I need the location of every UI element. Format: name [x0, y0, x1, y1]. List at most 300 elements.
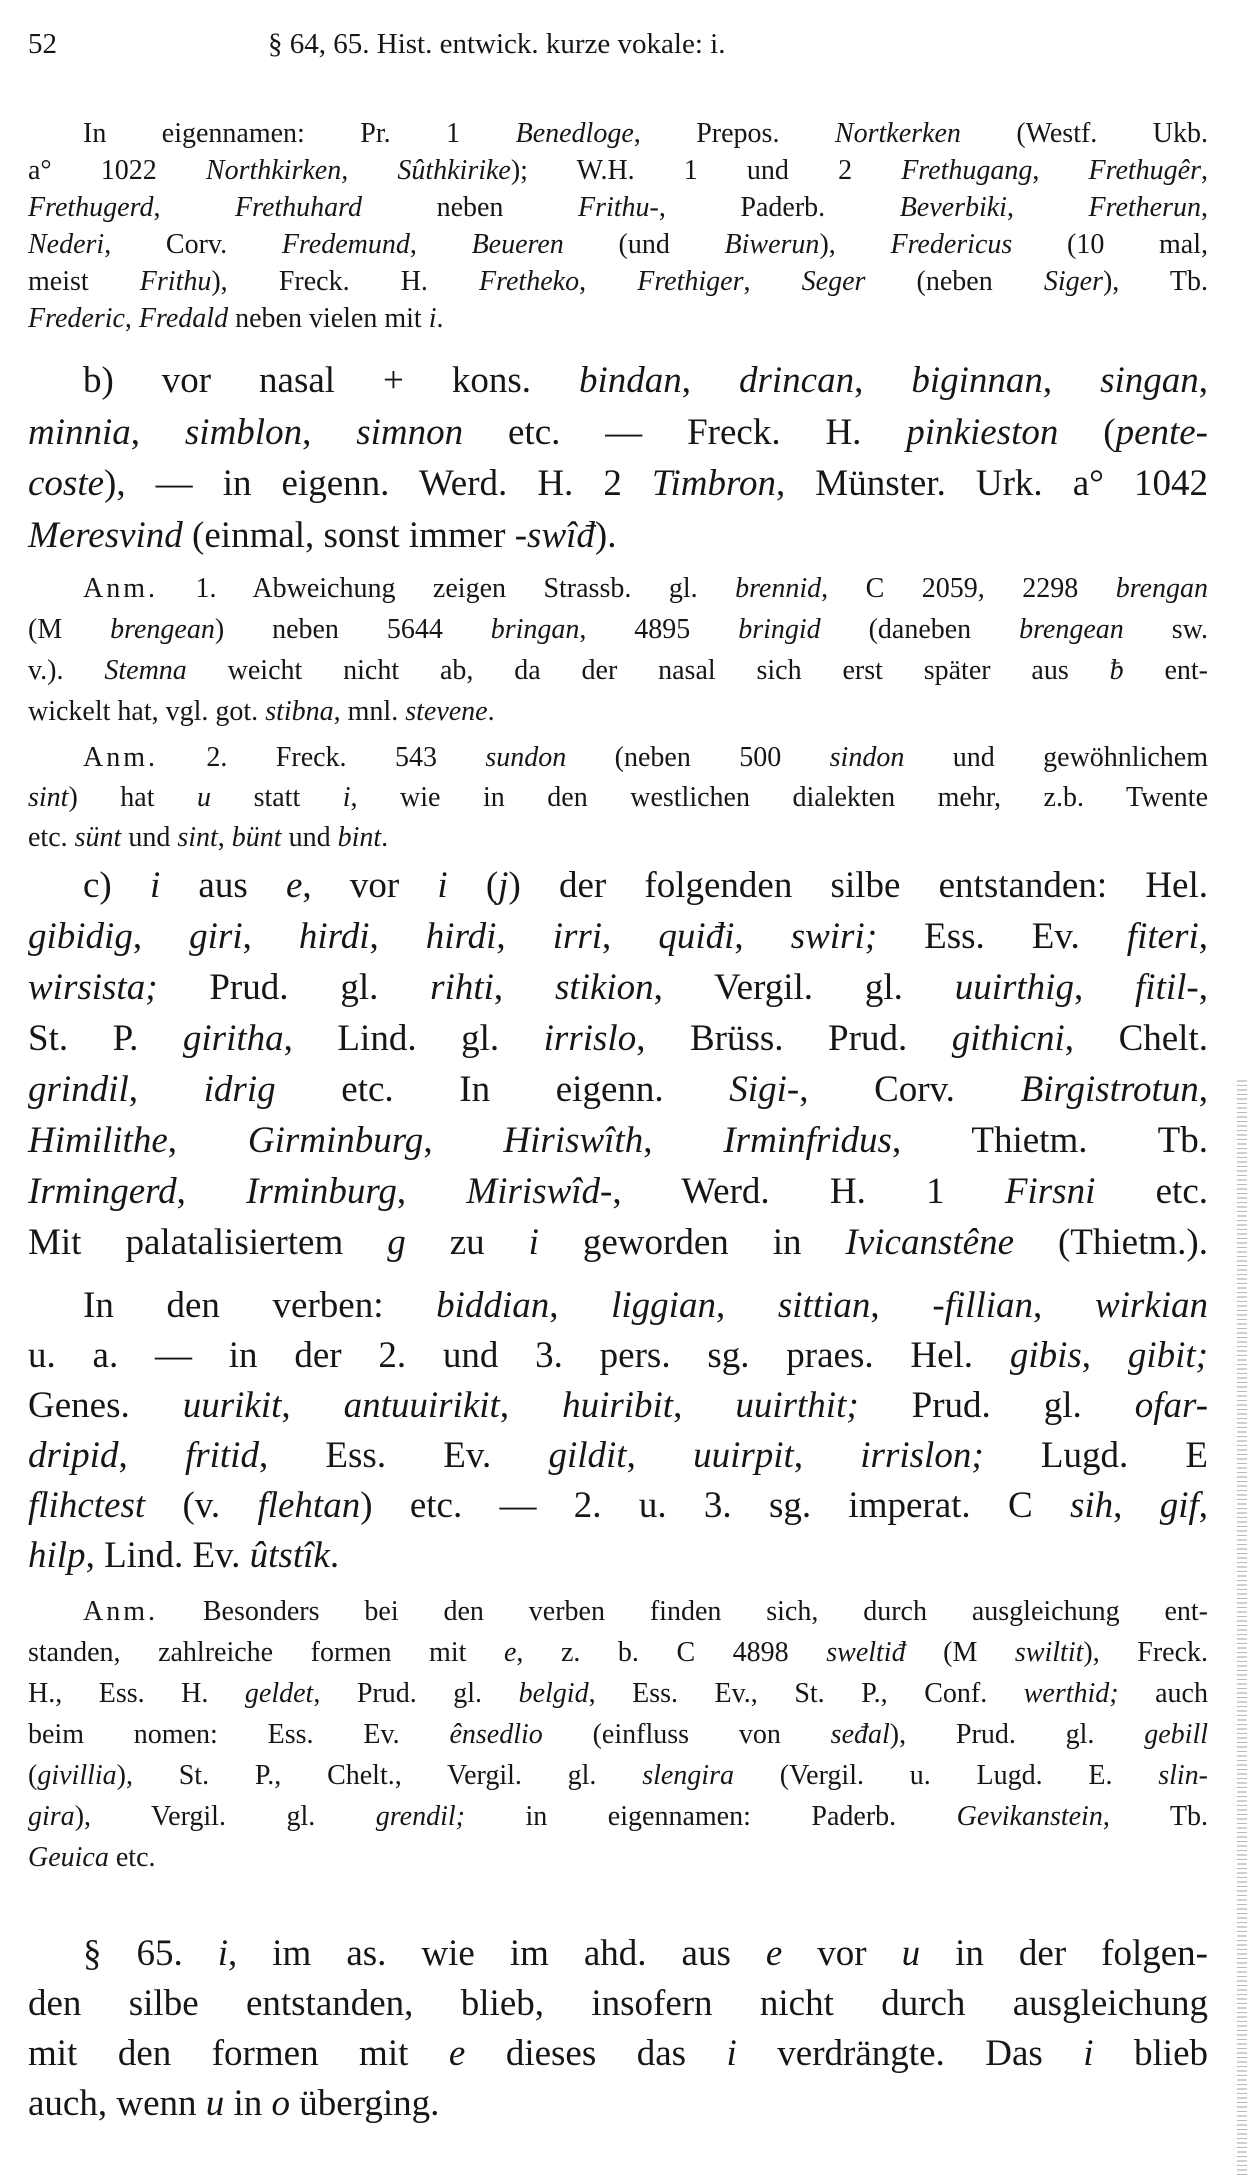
italic-word: ûtstîk	[249, 1535, 330, 1576]
italic-word: pente-	[1115, 411, 1209, 453]
text-run: ),	[819, 229, 891, 260]
text-run: , Thietm. Tb.	[891, 1120, 1209, 1161]
text-run: (	[1058, 411, 1116, 453]
italic-word: Fretheko	[479, 266, 580, 297]
italic-word: i	[342, 782, 351, 813]
text-run: , im as. wie im ahd. aus	[228, 1933, 766, 1974]
text-run: beim nomen: Ess. Ev.	[28, 1719, 450, 1750]
italic-word: rihti	[430, 967, 494, 1008]
text-run: dieses das	[465, 2033, 727, 2074]
italic-word: g	[387, 1222, 406, 1263]
text-line	[28, 189, 1208, 226]
italic-word: irrislo	[543, 1018, 637, 1059]
note-anm-1	[28, 568, 1208, 732]
note-anm-2	[28, 738, 1208, 858]
text-line	[28, 1013, 1208, 1064]
text-run: , Vergil. gl.	[653, 967, 955, 1008]
text-run: , wie in den westlichen dialekten mehr, z.b. Twente	[350, 782, 1208, 813]
italic-word: irrislon;	[860, 1435, 984, 1476]
text-run: ,	[1006, 192, 1089, 223]
text-run: ), Prud. gl.	[889, 1719, 1145, 1750]
text-run: ) der folgenden silbe entstanden: Hel.	[508, 865, 1209, 906]
italic-word: i	[437, 865, 448, 906]
text-run: vor	[782, 1933, 902, 1974]
italic-word: bünt	[231, 822, 282, 853]
italic-word: Firsni	[1004, 1171, 1096, 1212]
italic-word: givillia	[37, 1760, 117, 1791]
text-line	[28, 1673, 1208, 1714]
italic-word: u	[197, 782, 212, 813]
italic-word: Girminburg	[247, 1120, 424, 1161]
italic-word: irri	[552, 916, 603, 957]
text-line	[28, 1331, 1208, 1381]
italic-word: j	[498, 865, 509, 906]
note-label: Anm.	[83, 573, 158, 604]
text-run: Prud. gl.	[157, 967, 431, 1008]
text-run: v.).	[28, 655, 105, 686]
text-run: ,	[496, 916, 553, 957]
italic-word: geldet	[244, 1678, 314, 1709]
italic-word: swiltit	[1014, 1637, 1084, 1668]
italic-word: gibit;	[1127, 1335, 1208, 1376]
text-run: Besonders bei den verben finden sich, durch ausgleichung ent-	[158, 1596, 1208, 1627]
text-line	[28, 609, 1208, 650]
text-run: geworden in	[538, 1222, 846, 1263]
text-run: ,	[743, 266, 802, 297]
text-run: ,	[1198, 916, 1208, 957]
italic-word: Sigi-	[729, 1069, 800, 1110]
text-run: ) hat	[68, 782, 198, 813]
italic-word: u	[901, 1933, 921, 1974]
text-run: verdrängte. Das	[736, 2033, 1084, 2074]
text-line	[28, 778, 1208, 818]
italic-word: simnon	[356, 411, 464, 453]
italic-word: Frederic	[28, 303, 125, 334]
text-run: standen, zahlreiche formen mit	[28, 1637, 504, 1668]
text-run: ,	[1198, 967, 1208, 1008]
text-line	[28, 2029, 1208, 2079]
italic-word: minnia	[28, 411, 131, 453]
text-run: Lugd. E	[983, 1435, 1209, 1476]
text-run: , Corv.	[799, 1069, 1021, 1110]
italic-word: giritha	[182, 1018, 284, 1059]
text-run: statt	[211, 782, 343, 813]
italic-word: sittian	[777, 1285, 871, 1326]
italic-word: gira	[28, 1801, 75, 1832]
text-run: (und	[563, 229, 725, 260]
text-run: , Werd. H. 1	[612, 1171, 1005, 1212]
italic-word: antuuirikit	[343, 1385, 500, 1426]
italic-word: ênsedlio	[449, 1719, 543, 1750]
page-number: 52	[28, 28, 57, 60]
text-run: ,	[1198, 1485, 1209, 1526]
italic-word: Nortkerken	[834, 118, 961, 149]
italic-word: Frethugerd	[28, 192, 154, 223]
text-line	[28, 818, 1208, 858]
text-line	[28, 911, 1208, 962]
text-line	[28, 1064, 1208, 1115]
text-run: etc.	[28, 822, 75, 853]
text-run: ent-	[1123, 655, 1208, 686]
italic-word: Himilithe	[28, 1120, 168, 1161]
italic-word: flihctest	[28, 1485, 146, 1526]
text-line	[28, 1431, 1208, 1481]
text-line	[28, 226, 1208, 263]
text-run: (M	[905, 1637, 1015, 1668]
text-run: , Prepos.	[633, 118, 835, 149]
text-run: ) etc. — 2. u. 3. sg. imperat. C	[360, 1485, 1070, 1526]
italic-word: belgid	[518, 1678, 589, 1709]
text-line	[28, 568, 1208, 609]
text-run: , Chelt.	[1064, 1018, 1208, 1059]
text-run: ,	[793, 1435, 861, 1476]
text-run: In den verben:	[83, 1285, 437, 1326]
italic-word: Nederi	[28, 229, 105, 260]
italic-word: e	[285, 865, 303, 906]
text-run: (einmal, sonst immer	[182, 514, 515, 556]
text-run: Ess. Ev.	[877, 916, 1127, 957]
text-run: ,	[1198, 360, 1209, 401]
text-line	[28, 1166, 1208, 1217]
text-run: ,	[167, 1120, 248, 1161]
text-run: ,	[302, 411, 357, 453]
text-line	[28, 962, 1208, 1013]
text-run: auch, wenn	[28, 2083, 206, 2124]
italic-word: werthid;	[1023, 1678, 1119, 1709]
text-run: ,	[1033, 1285, 1095, 1326]
text-run: (Westf. Ukb.	[960, 118, 1208, 149]
text-run: überging.	[290, 2083, 440, 2124]
text-line	[28, 1714, 1208, 1755]
italic-word: Fretherun	[1088, 192, 1202, 223]
italic-word: i	[1083, 2033, 1094, 2074]
text-run: ,	[499, 1385, 563, 1426]
text-run: , vor	[302, 865, 438, 906]
italic-word: singan	[1100, 360, 1199, 401]
text-run: ,	[854, 360, 912, 401]
italic-word: biginnan	[911, 360, 1043, 401]
italic-word: fritid	[184, 1435, 259, 1476]
italic-word: Beueren	[471, 229, 564, 260]
italic-word: stevene	[405, 696, 488, 727]
italic-word: Frethuhard	[235, 192, 363, 223]
italic-word: Fredericus	[890, 229, 1013, 260]
italic-word: Stemna	[104, 655, 187, 686]
italic-word: Meresvind	[28, 514, 183, 556]
italic-word: uuirpit	[693, 1435, 794, 1476]
italic-word: sindon	[829, 742, 905, 773]
italic-word: i	[217, 1933, 229, 1974]
text-run: H., Ess. H.	[28, 1678, 245, 1709]
text-line	[28, 1531, 1208, 1581]
italic-word: liggian	[611, 1285, 716, 1326]
paragraph-b-nasal	[28, 355, 1208, 561]
italic-word: -swîđ	[514, 514, 595, 556]
text-line	[28, 1632, 1208, 1673]
italic-word: brengean	[110, 614, 215, 645]
italic-word: Frethiger	[637, 266, 744, 297]
italic-word: bindan	[578, 360, 682, 401]
italic-word: githicni	[951, 1018, 1065, 1059]
italic-word: grendil;	[375, 1801, 465, 1832]
text-run: .	[436, 303, 444, 334]
text-line	[28, 1796, 1208, 1837]
text-run: ,	[242, 916, 299, 957]
italic-word: sih	[1069, 1485, 1114, 1526]
text-run: ,	[579, 266, 638, 297]
scan-edge-artifact	[1237, 1080, 1247, 2175]
italic-word: sundon	[485, 742, 567, 773]
italic-word: e	[765, 1933, 783, 1974]
text-run: den silbe entstanden, blieb, insofern nicht durch ausgleichung	[28, 1983, 1208, 2024]
text-run: neben	[362, 192, 578, 223]
italic-word: Frithu-	[577, 192, 659, 223]
text-run: ,	[1201, 155, 1209, 186]
italic-word: swiri;	[790, 916, 878, 957]
text-run: , Ess. Ev.	[258, 1435, 549, 1476]
text-run: ,	[1073, 967, 1136, 1008]
italic-word: e	[503, 1637, 517, 1668]
italic-word: Benedloge	[515, 118, 634, 149]
italic-word: gibis	[1009, 1335, 1082, 1376]
text-run: (daneben	[820, 614, 1020, 645]
italic-word: sint	[28, 782, 69, 813]
text-run: , Lind. Ev.	[85, 1535, 250, 1576]
text-line	[28, 263, 1208, 300]
italic-word: biddian	[436, 1285, 550, 1326]
text-run: , Corv.	[104, 229, 282, 260]
text-line	[28, 650, 1208, 691]
text-run: ,	[124, 303, 139, 334]
text-run: ,	[715, 1285, 778, 1326]
text-line	[28, 115, 1208, 152]
italic-word: e	[448, 2033, 466, 2074]
text-run: ,	[1032, 155, 1089, 186]
italic-word: grindil	[28, 1069, 129, 1110]
italic-word: Fredemund	[281, 229, 410, 260]
text-run: ), Freck.	[1083, 1637, 1209, 1668]
text-run: etc.	[1095, 1171, 1208, 1212]
section-65	[28, 1929, 1208, 2129]
italic-word: drincan	[738, 360, 855, 401]
text-run: und gewöhnlichem	[904, 742, 1208, 773]
text-run: , Tb.	[1102, 1801, 1208, 1832]
italic-word: stibna	[265, 696, 334, 727]
text-line	[28, 407, 1208, 459]
text-line	[28, 691, 1208, 732]
text-run: neben vielen mit	[228, 303, 429, 334]
text-line	[28, 1217, 1208, 1268]
italic-word: uurikit	[182, 1385, 282, 1426]
italic-word: Beverbiki	[899, 192, 1007, 223]
italic-word: sünt	[74, 822, 122, 853]
italic-word: bringan	[490, 614, 580, 645]
italic-word: i	[726, 2033, 737, 2074]
text-run: etc. In eigenn.	[275, 1069, 730, 1110]
italic-word: brennid	[735, 573, 822, 604]
italic-word: simblon	[184, 411, 303, 453]
text-run: , Brüss. Prud.	[636, 1018, 952, 1059]
text-run: ,	[870, 1285, 933, 1326]
text-line	[28, 152, 1208, 189]
text-run: ,	[602, 916, 659, 957]
text-run: In eigennamen: Pr. 1	[83, 118, 516, 149]
text-run: weicht nicht ab, da der nasal sich erst später aus	[186, 655, 1110, 686]
italic-word: i	[428, 303, 437, 334]
italic-word: Irminburg	[246, 1171, 397, 1212]
text-run: , 4895	[579, 614, 739, 645]
paragraph-proper-names	[28, 115, 1208, 337]
italic-word: wirkian	[1094, 1285, 1209, 1326]
text-run: ,	[217, 822, 232, 853]
text-run: ,	[1042, 360, 1101, 401]
note-label: Anm.	[83, 742, 158, 773]
text-run: § 65.	[83, 1933, 218, 1974]
text-run: ,	[626, 1435, 694, 1476]
text-run: , Ess. Ev., St. P., Conf.	[588, 1678, 1024, 1709]
italic-word: sweltiđ	[826, 1637, 906, 1668]
text-run: Prud. gl.	[858, 1385, 1135, 1426]
note-anm-3	[28, 1591, 1208, 1878]
text-run: ,	[153, 192, 235, 223]
text-run: ,	[118, 1435, 185, 1476]
text-run: , z. b. C 4898	[516, 1637, 827, 1668]
italic-word: Irminfridus	[723, 1120, 892, 1161]
italic-word: Seger	[801, 266, 866, 297]
italic-word: fiteri	[1126, 916, 1199, 957]
italic-word: i	[528, 1222, 539, 1263]
running-header	[28, 24, 1208, 64]
italic-word: hirdi	[298, 916, 370, 957]
text-run: sw.	[1123, 614, 1208, 645]
text-run: ,	[673, 1385, 736, 1426]
text-line	[28, 1837, 1208, 1878]
text-run: etc. — Freck. H.	[463, 411, 907, 453]
text-run: .	[381, 822, 389, 853]
text-run: Genes.	[28, 1385, 183, 1426]
text-run: ,	[643, 1120, 724, 1161]
italic-word: uuirthit;	[735, 1385, 859, 1426]
italic-word: Frethugêr	[1088, 155, 1202, 186]
text-line	[28, 1481, 1208, 1531]
text-run: etc.	[108, 1842, 156, 1873]
text-run: , Lind. gl.	[283, 1018, 544, 1059]
italic-word: coste	[28, 463, 105, 504]
text-run: a° 1022	[28, 155, 206, 186]
italic-word: bringid	[738, 614, 821, 645]
text-run: (Thietm.).	[1014, 1222, 1208, 1263]
italic-word: Frithu	[139, 266, 212, 297]
italic-word: hirdi	[425, 916, 497, 957]
text-run: ), Freck. H.	[211, 266, 480, 297]
text-line	[28, 1929, 1208, 1979]
text-run: St. P.	[28, 1018, 183, 1059]
text-run: blieb	[1093, 2033, 1208, 2074]
text-run: ,	[130, 411, 185, 453]
italic-word: Fredald	[138, 303, 229, 334]
text-run: meist	[28, 266, 140, 297]
text-line	[28, 1281, 1208, 1331]
text-line	[28, 1115, 1208, 1166]
italic-word: Northkirken, Sûthkirike	[205, 155, 511, 186]
italic-word: idrig	[203, 1069, 276, 1110]
text-run: 2. Freck. 543	[158, 742, 486, 773]
italic-word: Gevikanstein	[956, 1801, 1103, 1832]
text-run: , Prud. gl.	[313, 1678, 519, 1709]
text-run: ), Tb.	[1102, 266, 1209, 297]
text-run: ,	[281, 1385, 344, 1426]
text-line	[28, 1979, 1208, 2029]
italic-word: i	[149, 865, 161, 906]
italic-word: Biwerun	[724, 229, 820, 260]
text-line	[28, 1755, 1208, 1796]
text-run: (	[447, 865, 499, 906]
text-run: und	[281, 822, 338, 853]
text-run: ), — in eigenn. Werd. H. 2	[104, 463, 652, 504]
text-line	[28, 1591, 1208, 1632]
text-run: ,	[132, 916, 190, 957]
text-run: zu	[405, 1222, 529, 1263]
text-run: ,	[1113, 1485, 1160, 1526]
italic-word: fitil-	[1135, 967, 1199, 1008]
paragraph-verben	[28, 1281, 1208, 1581]
italic-word: slengira	[642, 1760, 734, 1791]
italic-word: gildit	[548, 1435, 627, 1476]
text-run: und	[121, 822, 178, 853]
text-run: c)	[83, 865, 150, 906]
text-run: ,	[1081, 1335, 1128, 1376]
text-run: ,	[549, 1285, 612, 1326]
italic-word: u	[205, 2083, 225, 2124]
text-run: ,	[1201, 192, 1209, 223]
italic-word: giri	[189, 916, 243, 957]
text-line	[28, 300, 1208, 337]
text-run: (M	[28, 614, 111, 645]
text-run: (10 mal,	[1012, 229, 1209, 260]
italic-word: Miriswîd-	[466, 1171, 613, 1212]
italic-word: Siger	[1043, 266, 1103, 297]
italic-word: sint	[177, 822, 218, 853]
text-run: ,	[176, 1171, 247, 1212]
italic-word: Ivicanstêne	[845, 1222, 1014, 1263]
italic-word: brengan	[1115, 573, 1208, 604]
italic-word: Timbron	[651, 463, 776, 504]
text-run: b) vor nasal + kons.	[83, 360, 579, 401]
italic-word: quiđi	[658, 916, 735, 957]
text-run: ,	[681, 360, 739, 401]
text-run: Mit palatalisiertem	[28, 1222, 388, 1263]
text-run: ,	[734, 916, 791, 957]
text-run: (	[28, 1760, 38, 1791]
text-run: ); W.H. 1 und 2	[510, 155, 902, 186]
text-run: , mnl.	[333, 696, 406, 727]
italic-word: seđal	[830, 1719, 890, 1750]
text-line	[28, 738, 1208, 778]
text-run: (v.	[145, 1485, 258, 1526]
italic-word: Hiriswîth	[503, 1120, 644, 1161]
text-run: (einfluss von	[542, 1719, 831, 1750]
italic-word: gebill	[1144, 1719, 1209, 1750]
text-run: ,	[128, 1069, 204, 1110]
italic-word: dripid	[28, 1435, 119, 1476]
italic-word: -fillian	[932, 1285, 1034, 1326]
text-run: in eigennamen: Paderb.	[464, 1801, 957, 1832]
text-run: .	[487, 696, 495, 727]
text-run: in	[224, 2083, 272, 2124]
text-line	[28, 355, 1208, 407]
italic-word: stikion	[554, 967, 654, 1008]
text-run: (neben 500	[566, 742, 830, 773]
